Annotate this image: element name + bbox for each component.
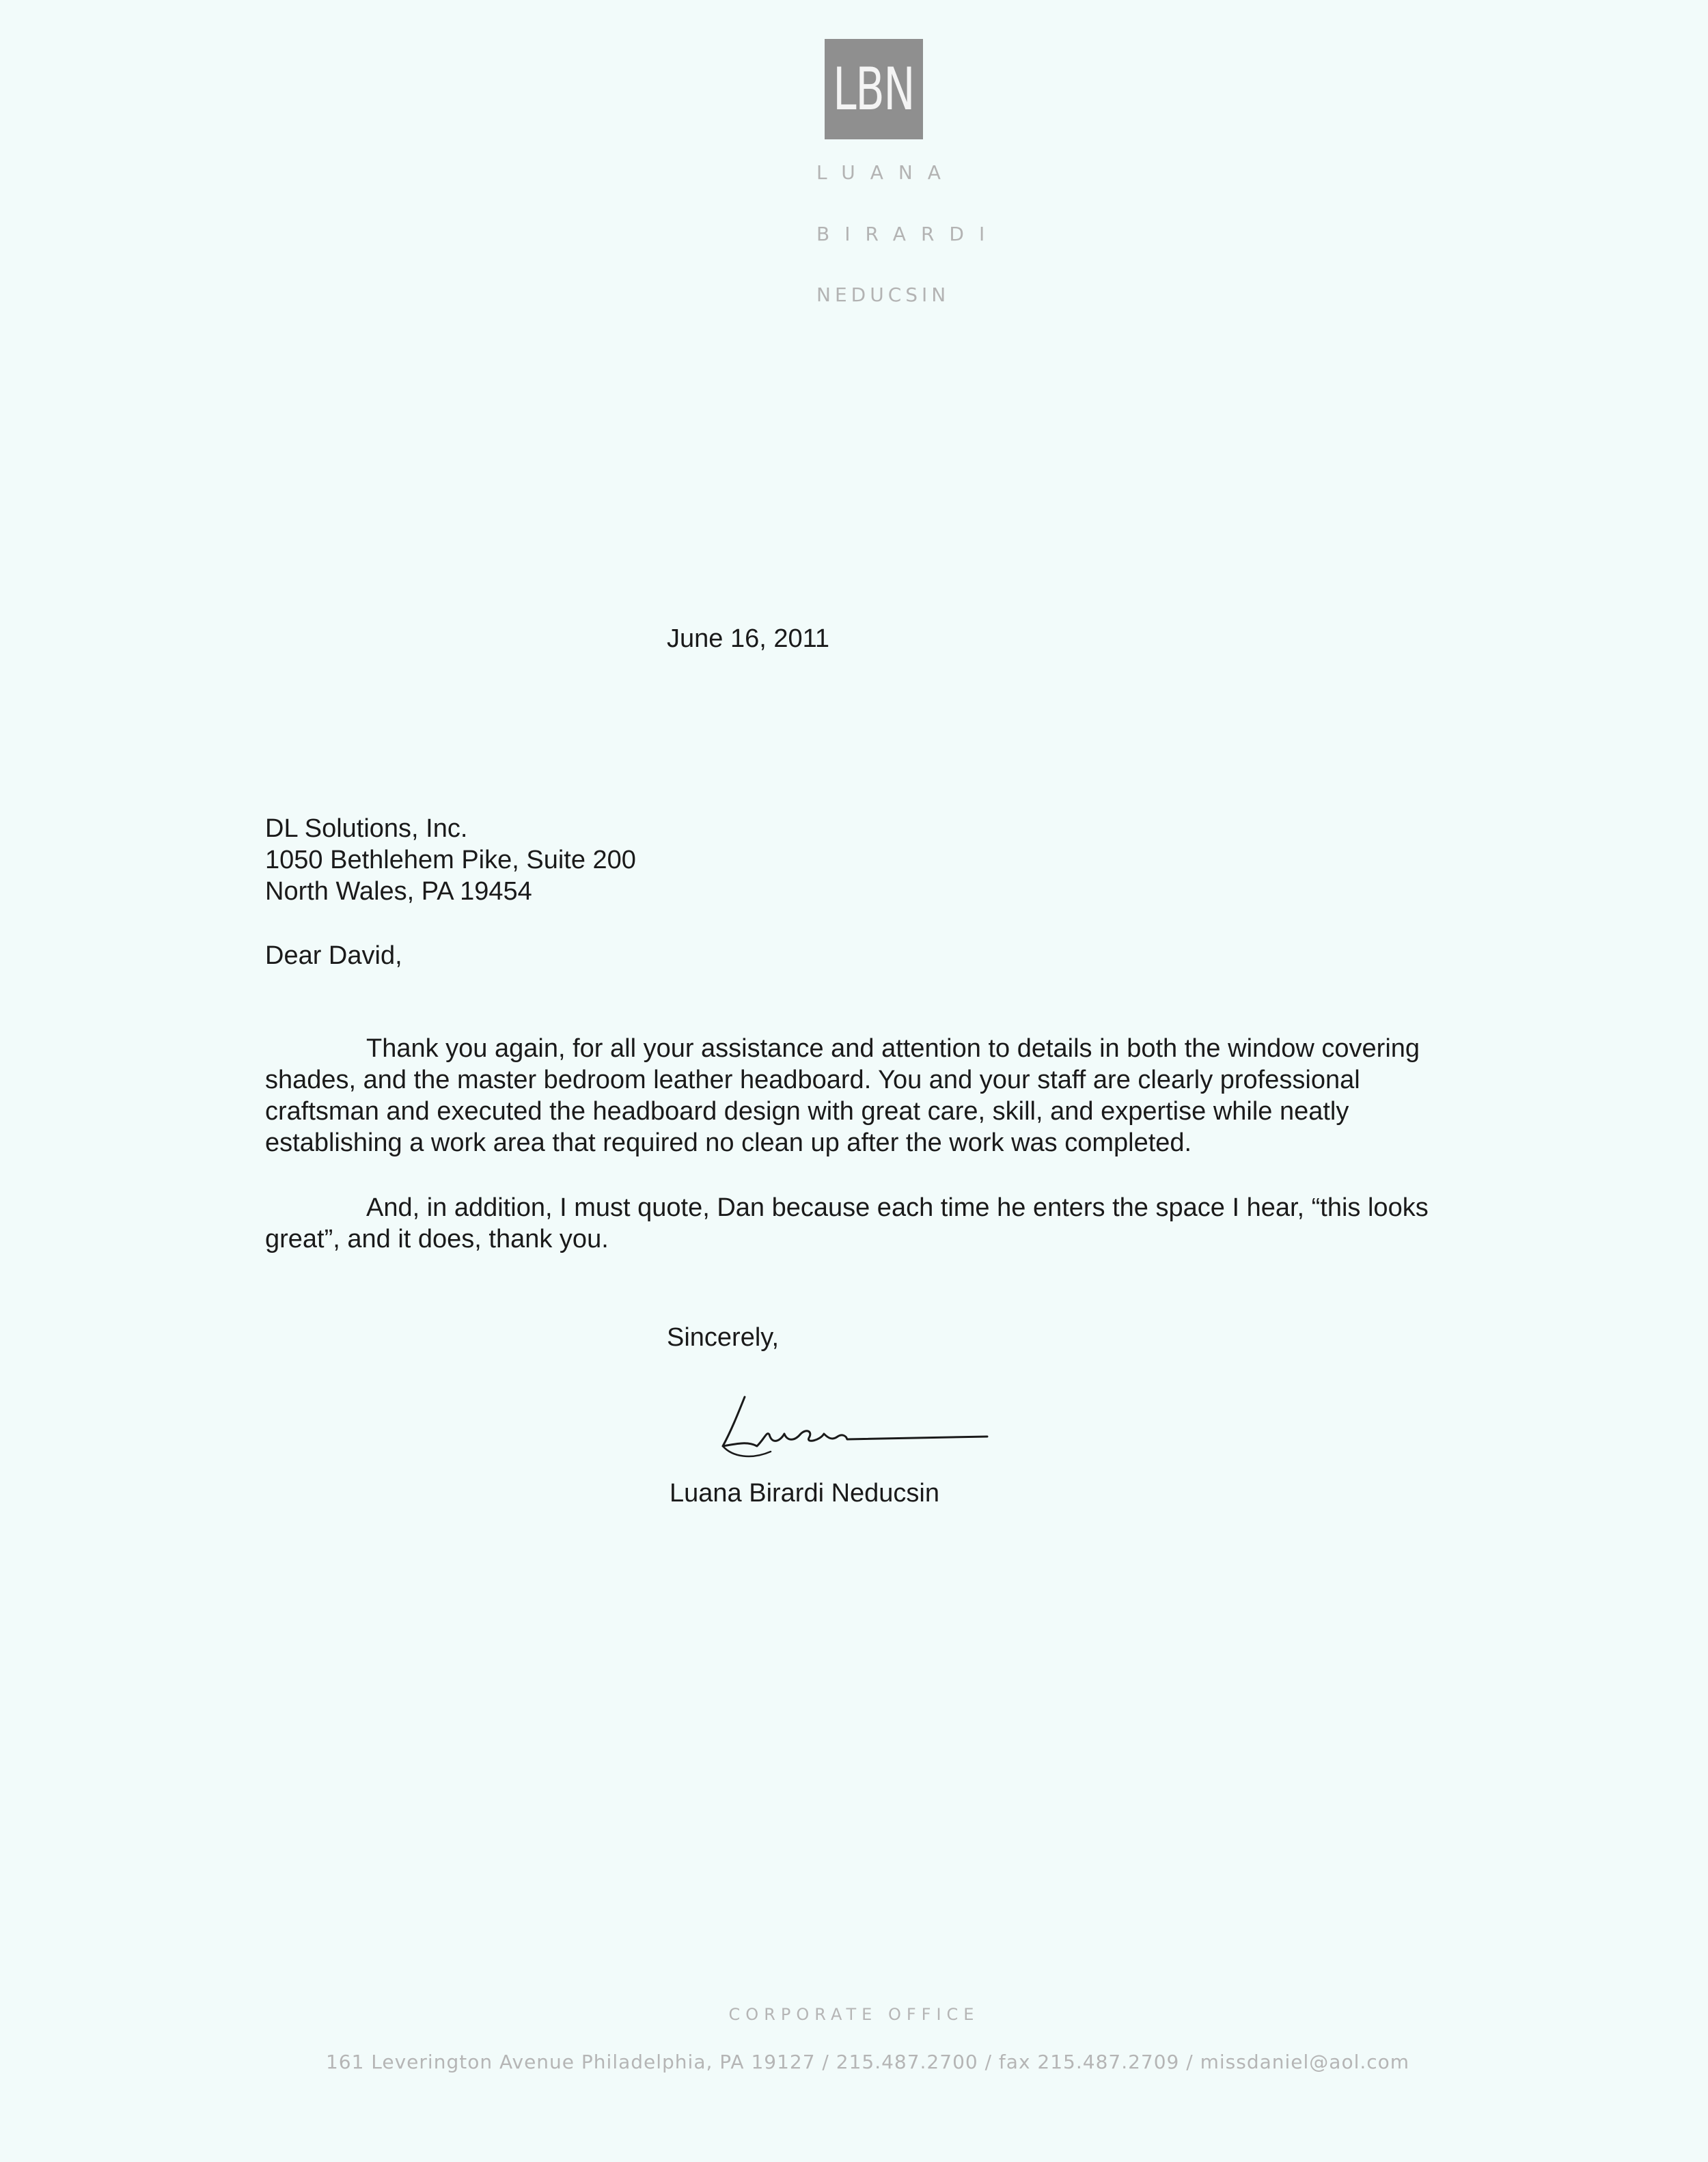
body-paragraph-2-text: And, in addition, I must quote, Dan because each time he enters the space I hear, “this looks great”, and it does, thank you. — [265, 1193, 1429, 1253]
handwritten-signature — [717, 1383, 991, 1465]
body-paragraph-1 — [265, 1033, 1454, 1159]
footer-address: 161 Leverington Avenue Philadelphia, PA 19127 / 215.487.2700 / fax 215.487.2709 / missdaniel@aol.com — [325, 2051, 1410, 2073]
signer-name: Luana Birardi Neducsin — [670, 1479, 940, 1508]
letterhead-name-line-3: NEDUCSIN — [816, 283, 950, 306]
letterhead-name-line-1: LUANA — [816, 161, 956, 184]
salutation: Dear David, — [265, 941, 402, 970]
closing: Sincerely, — [667, 1323, 780, 1352]
footer-title: CORPORATE OFFICE — [728, 2005, 980, 2024]
recipient-line-1: DL Solutions, Inc. — [265, 814, 468, 843]
recipient-line-2: 1050 Bethlehem Pike, Suite 200 — [265, 846, 636, 874]
logo-text: LBN — [833, 55, 915, 124]
letterhead-name-line-2: BIRARDI — [816, 223, 1000, 245]
logo — [825, 39, 923, 139]
recipient-line-3: North Wales, PA 19454 — [265, 877, 532, 906]
body-paragraph-1-text: Thank you again, for all your assistance and attention to details in both the window covering shades, and the master bedroom leather headboard. You and your staff are clearly professional craftsman and executed the headboard design with great care, skill, and expertise while neatly establishing a work area that required no clean up after the work was completed. — [265, 1034, 1420, 1157]
recipient-address — [265, 813, 636, 907]
letter-date: June 16, 2011 — [667, 624, 830, 653]
body-paragraph-2 — [265, 1192, 1454, 1255]
